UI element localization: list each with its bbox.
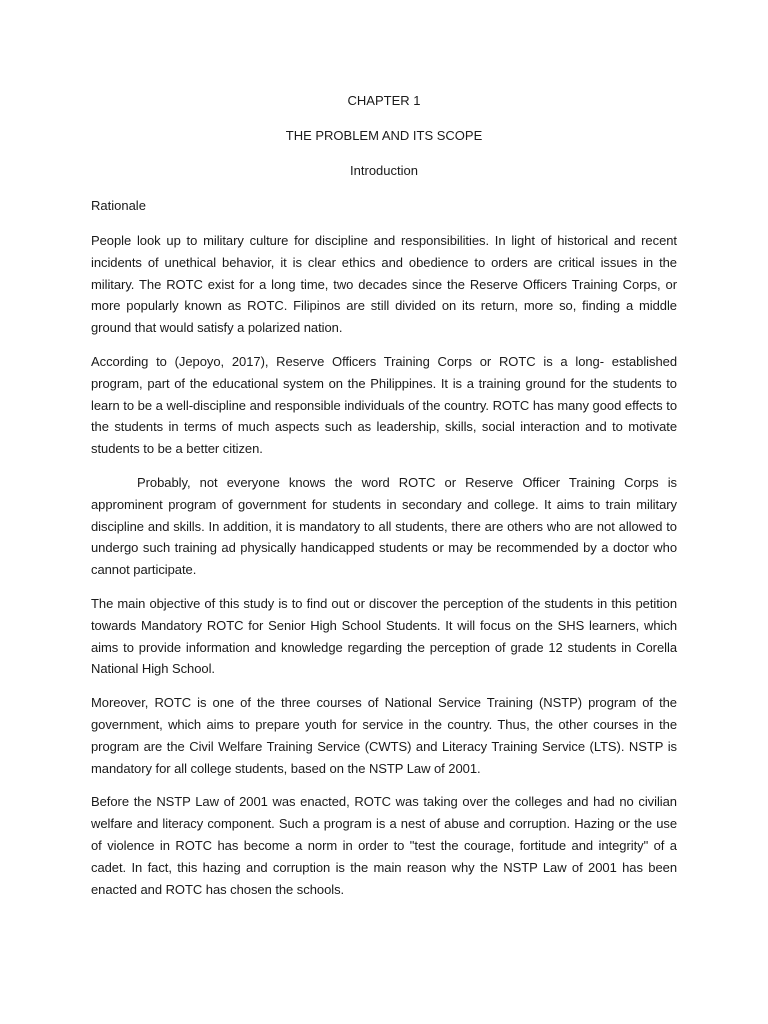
paragraph-4: The main objective of this study is to find out or discover the perception of the students in this petition towards Mandatory ROTC for Senior High School Students. It will focus on the SHS learners, which aims to provide information and knowledge regarding the perception of grade 12 students in Corella National High School.: [91, 595, 677, 677]
chapter-heading: CHAPTER 1: [347, 93, 421, 108]
paragraph-5: Moreover, ROTC is one of the three courses of National Service Training (NSTP) program of the government, which aims to prepare youth for service in the country. Thus, the other courses in the program are the Civil Welfare Training Service (CWTS) and Literacy Training Service (LTS). NSTP is mandatory for all college students, based on the NSTP Law of 2001.: [91, 695, 677, 776]
paragraph-2: According to (Jepoyo, 2017), Reserve Officers Training Corps or ROTC is a long- established program, part of the educational system on the Philippines. It is a training ground for the students to learn to be a well-discipline and responsible individuals of the country. ROTC has many good effects to the students in terms of much aspects such as leadership, skills, social interaction and to motivate students to be a better citizen.: [91, 353, 677, 457]
paragraph-1: People look up to military culture for discipline and responsibilities. In light of historical and recent incidents of unethical behavior, it is clear ethics and obedience to orders are critical issues in the military. The ROTC exist for a long time, two decades since the Reserve Officers Training Corps, or more popularly known as ROTC. Filipinos are still divided on its return, more so, finding a middle ground that would satisfy a polarized nation.: [91, 233, 677, 336]
document-page: [91, 92, 677, 900]
subsection-heading: Rationale: [91, 198, 146, 213]
chapter-title: THE PROBLEM AND ITS SCOPE: [285, 128, 483, 143]
section-heading: Introduction: [350, 163, 418, 178]
paragraph-3: Probably, not everyone knows the word ROTC or Reserve Officer Training Corps is approminent program of government for students in secondary and college. It aims to train military discipline and skills. In addition, it is mandatory to all students, there are others who are not allowed to undergo such training ad physically handicapped students or may be recommended by a doctor who cannot participate.: [91, 474, 677, 578]
paragraph-6: Before the NSTP Law of 2001 was enacted, ROTC was taking over the colleges and had no civilian welfare and literacy component. Such a program is a nest of abuse and corruption. Hazing or the use of violence in ROTC has become a norm in order to "test the courage, fortitude and integrity" of a cadet. In fact, this hazing and corruption is the main reason why the NSTP Law of 2001 has been enacted and ROTC has chosen the schools.: [91, 794, 677, 897]
